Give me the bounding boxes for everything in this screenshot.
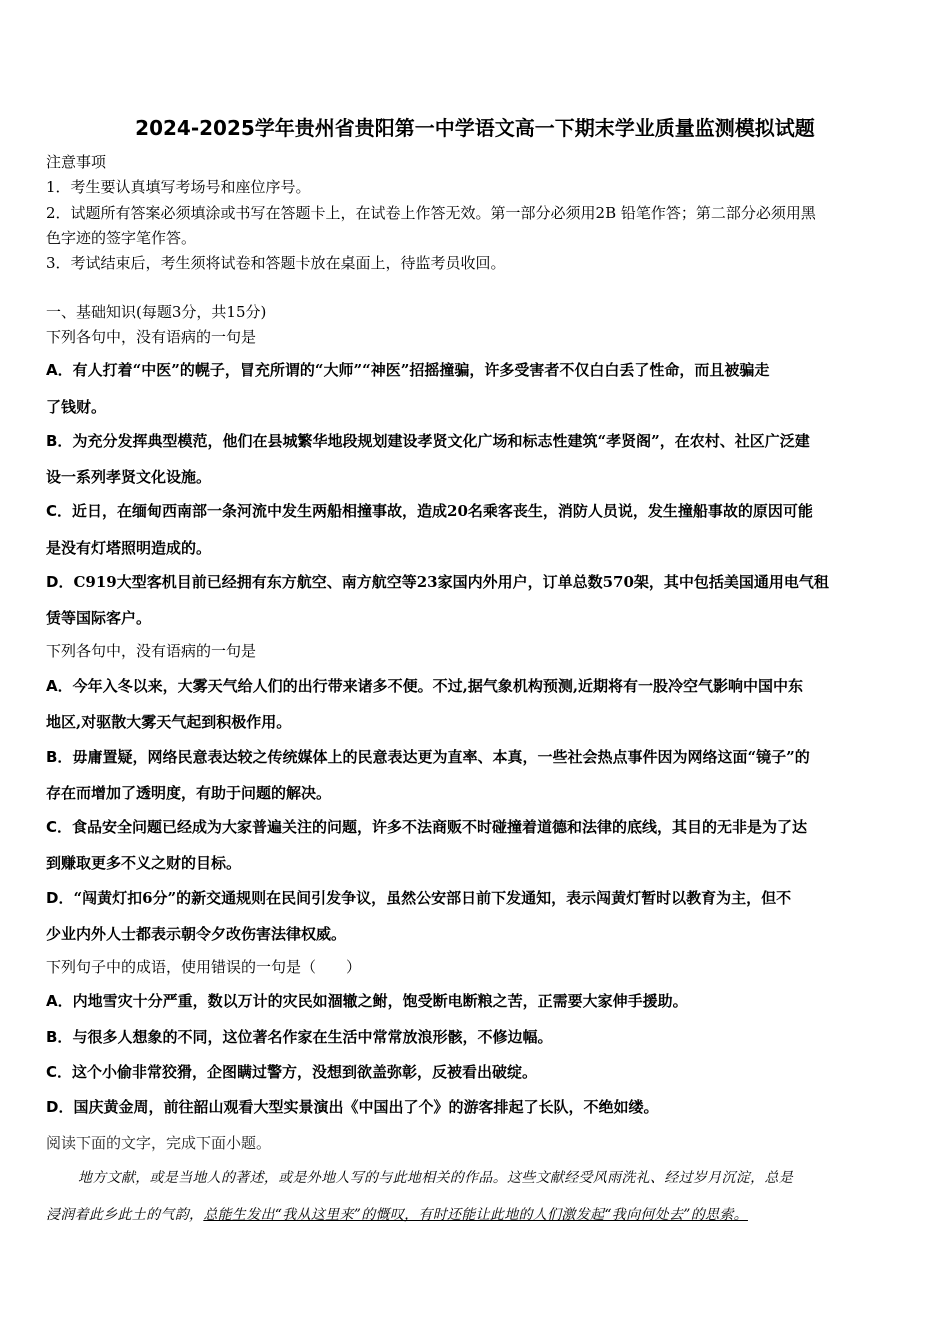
q1-option-c-cont: 是没有灯塔照明造成的。 bbox=[46, 539, 212, 557]
q1-option-a-cont: 了钱财。 bbox=[46, 398, 107, 416]
option-text: 国庆黄金周，前往韶山观看大型实景演出《中国出了个》的游客排起了长队，不绝如缕。 bbox=[73, 1098, 659, 1116]
option-letter: B． bbox=[46, 432, 73, 450]
reading-plain-text: 浸润着此乡此土的气韵， bbox=[46, 1207, 204, 1223]
option-letter: D． bbox=[46, 1098, 74, 1116]
q1-option-a bbox=[46, 360, 910, 380]
q3-option-d bbox=[46, 1097, 910, 1117]
notice-heading: 注意事项 bbox=[46, 153, 107, 171]
notice-item-3: 3．考试结束后，考生须将试卷和答题卡放在桌面上，待监考员收回。 bbox=[46, 254, 506, 272]
option-letter: A． bbox=[46, 361, 73, 379]
option-letter: B． bbox=[46, 748, 73, 766]
option-letter: D． bbox=[46, 889, 74, 907]
notice-item-2-cont: 色字迹的签字笔作答。 bbox=[46, 229, 197, 247]
option-text: 毋庸置疑，网络民意表达较之传统媒体上的民意表达更为直率、本真，一些社会热点事件因为网络这面“镜子”的 bbox=[72, 748, 810, 766]
q2-option-c bbox=[46, 817, 910, 837]
option-text: 近日，在缅甸西南部一条河流中发生两船相撞事故，造成20名乘客丧生，消防人员说，发生撞船事故的原因可能 bbox=[72, 502, 813, 520]
q1-option-b-cont: 设一系列孝贤文化设施。 bbox=[46, 468, 212, 486]
option-text: C919大型客机目前已经拥有东方航空、南方航空等23家国内外用户，订单总数570架，其中包括美国通用电气租 bbox=[73, 573, 829, 591]
option-letter: D． bbox=[46, 573, 74, 591]
question-1-stem: 下列各句中，没有语病的一句是 bbox=[46, 328, 257, 346]
reading-intro: 阅读下面的文字，完成下面小题。 bbox=[46, 1134, 272, 1152]
q1-option-d bbox=[46, 572, 910, 592]
option-letter: A． bbox=[46, 992, 73, 1010]
option-text: 食品安全问题已经成为大家普遍关注的问题，许多不法商贩不时碰撞着道德和法律的底线，其目的无非是为了达 bbox=[72, 818, 808, 836]
q1-option-c bbox=[46, 501, 910, 521]
q2-option-c-cont: 到赚取更多不义之财的目标。 bbox=[46, 854, 242, 872]
option-text: “闯黄灯扣6分”的新交通规则在民间引发争议，虽然公安部日前下发通知，表示闯黄灯暂时以教育为主，但不 bbox=[73, 889, 792, 907]
option-letter: C． bbox=[46, 502, 73, 520]
q2-option-a-cont: 地区,对驱散大雾天气起到积极作用。 bbox=[46, 713, 292, 731]
notice-item-2: 2．试题所有答案必须填涂或书写在答题卡上，在试卷上作答无效。第一部分必须用2B 铅笔作答；第二部分必须用黑 bbox=[46, 204, 816, 222]
q1-option-d-cont: 赁等国际客户。 bbox=[46, 609, 152, 627]
q2-option-b-cont: 存在而增加了透明度，有助于问题的解决。 bbox=[46, 784, 332, 802]
q2-option-a bbox=[46, 676, 910, 696]
q3-option-a bbox=[46, 991, 910, 1011]
option-letter: B． bbox=[46, 1028, 73, 1046]
q2-option-d-cont: 少业内外人士都表示朝令夕改伤害法律权威。 bbox=[46, 925, 347, 943]
q1-option-b bbox=[46, 431, 910, 451]
option-text: 今年入冬以来，大雾天气给人们的出行带来诸多不便。不过,据气象机构预测,近期将有一股冷空气影响中国中东 bbox=[72, 677, 804, 695]
option-text: 内地雪灾十分严重，数以万计的灾民如涸辙之鲋，饱受断电断粮之苦，正需要大家伸手援助。 bbox=[72, 992, 688, 1010]
reading-paragraph-line-1: 地方文献，或是当地人的著述，或是外地人写的与此地相关的作品。这些文献经受风雨洗礼、经过岁月沉淀，总是 bbox=[78, 1170, 793, 1186]
option-text: 为充分发挥典型模范，他们在县城繁华地段规划建设孝贤文化广场和标志性建筑“孝贤阁”，在农村、社区广泛建 bbox=[72, 432, 810, 450]
page-title: 2024-2025学年贵州省贵阳第一中学语文高一下期末学业质量监测模拟试题 bbox=[135, 116, 815, 140]
option-letter: C． bbox=[46, 818, 73, 836]
q2-option-d bbox=[46, 888, 910, 908]
section-heading: 一、基础知识(每题3分，共15分) bbox=[46, 303, 267, 321]
question-2-stem: 下列各句中，没有语病的一句是 bbox=[46, 642, 257, 660]
q3-option-c bbox=[46, 1062, 910, 1082]
notice-item-1: 1．考生要认真填写考场号和座位序号。 bbox=[46, 178, 311, 196]
q2-option-b bbox=[46, 747, 910, 767]
option-letter: A． bbox=[46, 677, 73, 695]
option-text: 有人打着“中医”的幌子，冒充所谓的“大师”“神医”招摇撞骗，许多受害者不仅白白丢了性命，而且被骗走 bbox=[72, 361, 770, 379]
option-text: 这个小偷非常狡猾，企图瞒过警方，没想到欲盖弥彰，反被看出破绽。 bbox=[72, 1063, 538, 1081]
option-text: 与很多人想象的不同，这位著名作家在生活中常常放浪形骸，不修边幅。 bbox=[72, 1028, 553, 1046]
reading-underlined-text: 总能生发出“我从这里来”的慨叹，有时还能让此地的人们激发起“我向何处去”的思索。 bbox=[203, 1207, 748, 1223]
question-3-stem: 下列句子中的成语，使用错误的一句是（ ） bbox=[46, 958, 362, 976]
reading-paragraph-line-2 bbox=[46, 1205, 910, 1225]
q3-option-b bbox=[46, 1027, 910, 1047]
option-letter: C． bbox=[46, 1063, 73, 1081]
